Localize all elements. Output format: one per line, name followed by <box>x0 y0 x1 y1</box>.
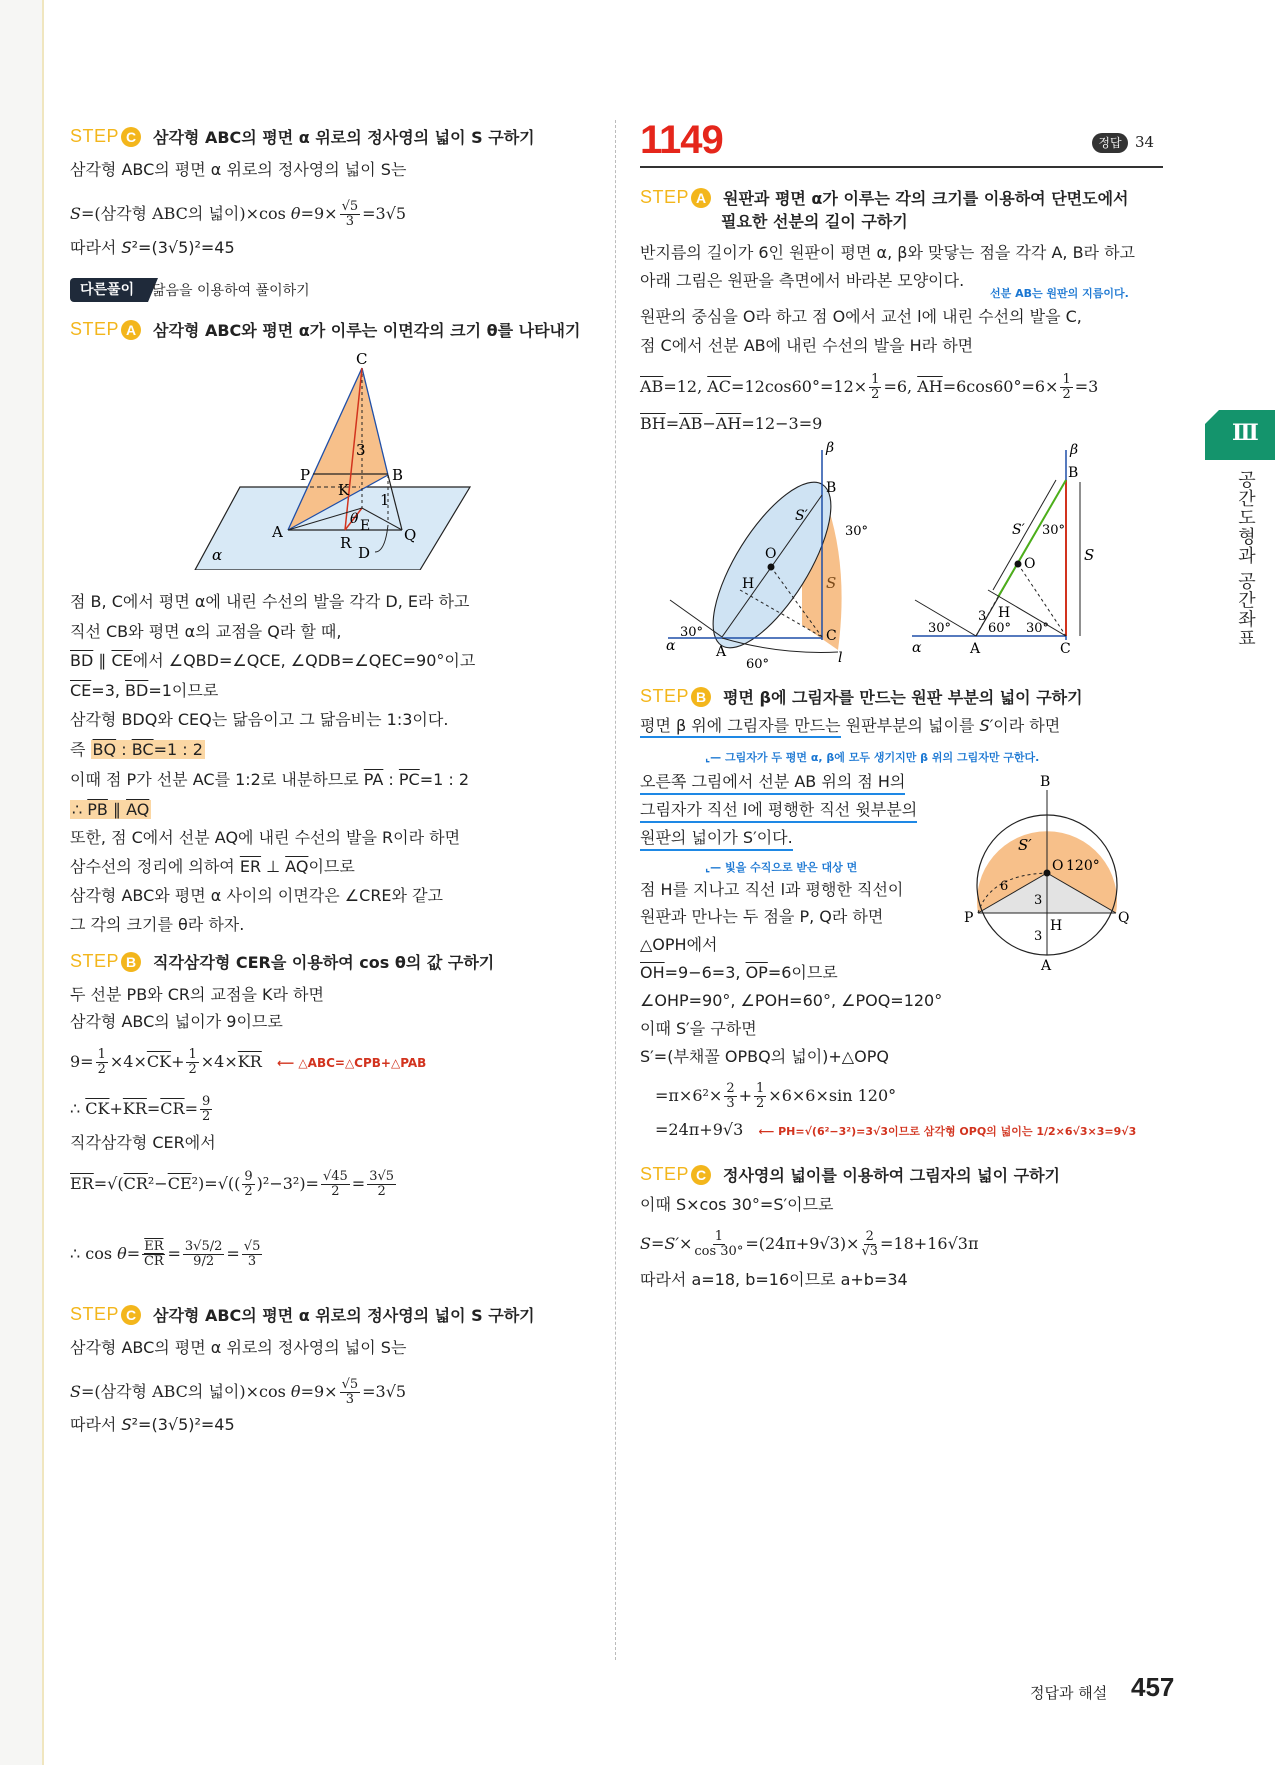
svg-text:O: O <box>1024 556 1036 572</box>
svg-text:D: D <box>358 544 371 562</box>
svg-text:30°: 30° <box>845 524 869 539</box>
text-line: ∴ $\overline{PB}$ ∥ $\overline{AQ}$ <box>72 800 150 819</box>
step-c-header-left <box>70 1303 535 1326</box>
step-title: 정사영의 넓이를 이용하여 그림자의 넓이 구하기 <box>723 1166 1060 1185</box>
svg-text:P: P <box>300 466 311 484</box>
triangle-area-note: PH=√(6²−3²)=3√3이므로 삼각형 OPQ의 넓이는 1/2×6√3×3=9√3 <box>778 1125 1137 1138</box>
problem-number: 1149 <box>640 118 723 162</box>
text-line: 반지름의 길이가 6인 원판이 평면 α, β와 맞닿는 점을 각각 A, B라 하고 <box>640 243 1136 262</box>
svg-text:60°: 60° <box>746 657 770 672</box>
svg-text:A: A <box>716 644 727 660</box>
pyramid-figure <box>180 340 480 570</box>
step-a-header-right <box>640 186 1129 209</box>
svg-text:H: H <box>1050 918 1063 934</box>
light-note: ⌞— 빛을 수직으로 받은 대상 면 <box>705 861 858 874</box>
svg-text:C: C <box>1060 641 1071 657</box>
text-line: $\overline{OH}=9-6=3$, $\overline{OP}=6$이므로 <box>640 963 838 982</box>
step-tag: STEP <box>70 319 120 339</box>
page-number: 457 <box>1131 1672 1175 1702</box>
cross-section-figure <box>900 440 1120 670</box>
text-line: S′=(부채꼴 OPBQ의 넓이)+△OPQ <box>640 1047 889 1066</box>
equation-line: 9= $\frac{1}{2}$ $\times 4\times\overline{CK}+$ $\frac{1}{2}$ $\times 4\times\overline{KR}$ ⟵ △ABC=△CPB+△PAB <box>70 1047 427 1077</box>
text-line: 그 각의 크기를 θ라 하자. <box>70 915 245 934</box>
text-line: 따라서 S²=(3√5)²=45 <box>70 1415 235 1434</box>
chapter-title: 공간도형과 공간좌표 <box>1235 470 1256 648</box>
equation-line: =π×6²× $\frac{2}{3}$ + $\frac{1}{2}$ ×6×6×sin 120° <box>655 1081 897 1111</box>
text-line: $\overline{BD}$ ∥ $\overline{CE}$에서 ∠QBD=∠QCE, ∠QDB=∠QEC=90°이고 <box>70 651 476 670</box>
svg-text:30°: 30° <box>1026 621 1050 636</box>
step-letter-badge: C <box>121 1305 141 1325</box>
equation-line: S=S′× $\frac{1}{\cos 30^\circ}$ =(24π+9√3)× $\frac{2}{√3}$ =18+16√3π <box>640 1229 979 1259</box>
step-letter-badge: A <box>121 320 141 340</box>
svg-text:S′: S′ <box>1018 836 1032 854</box>
text-line: 삼각형 ABC의 넓이가 9이므로 <box>70 1012 283 1031</box>
text-line: ∠OHP=90°, ∠POH=60°, ∠POQ=120° <box>640 991 943 1010</box>
equation-line: $\overline{ER}=√(\overline{CR}^2-\overline{CE}^2)=√$(( $\frac{9}{2}$ )²−3²)= $\frac{√45}{2}$ = $\frac{3√5}{2}$ <box>70 1169 395 1199</box>
svg-text:120°: 120° <box>1066 858 1100 874</box>
step-tag: STEP <box>70 1304 120 1324</box>
step-tag: STEP <box>70 951 120 971</box>
step-tag: STEP <box>640 686 690 706</box>
svg-text:O: O <box>765 546 777 562</box>
step-b-header-left <box>70 950 494 973</box>
svg-text:3: 3 <box>978 609 987 624</box>
svg-text:E: E <box>360 518 371 534</box>
svg-text:H: H <box>998 605 1011 621</box>
text-line: 삼각형 ABC의 평면 α 위로의 정사영의 넓이 S는 <box>70 160 407 179</box>
svg-text:1: 1 <box>380 491 390 509</box>
text-line: $\overline{CE}=3$, $\overline{BD}=1$이므로 <box>70 681 219 700</box>
equation-line: =24π+9√3 ⟵ PH=√(6²−3²)=3√3이므로 삼각형 OPQ의 넓이는 1/2×6√3×3=9√3 <box>655 1120 1137 1139</box>
step-tag: STEP <box>70 126 120 146</box>
step-letter-badge: C <box>121 127 141 147</box>
svg-text:β: β <box>1070 442 1079 458</box>
svg-text:B: B <box>392 466 404 484</box>
svg-text:K: K <box>338 481 350 499</box>
step-a-header-left <box>70 318 580 341</box>
text-line: 점 H를 지나고 직선 l과 평행한 직선이 <box>640 880 904 899</box>
light-note-text: 빛을 수직으로 받은 대상 면 <box>725 861 858 874</box>
step-c-header-top <box>70 125 535 148</box>
svg-text:30°: 30° <box>928 621 952 636</box>
diameter-note: 선분 AB는 원판의 지름이다. <box>990 287 1129 300</box>
svg-text:B: B <box>1068 465 1079 481</box>
svg-text:H: H <box>742 576 755 592</box>
svg-text:S: S <box>1084 546 1095 564</box>
step-tag: STEP <box>640 1164 690 1184</box>
svg-text:60°: 60° <box>988 621 1012 636</box>
text-line: 삼각형 ABC의 평면 α 위로의 정사영의 넓이 S는 <box>70 1338 407 1357</box>
text-line: 원판의 넓이가 S′이다. <box>640 828 793 851</box>
svg-text:α: α <box>666 638 676 654</box>
equation-line: ∴ cos θ= $\frac{\overline{ER}}{CR}$ = $\frac{3√5/2}{9/2}$ = $\frac{√5}{3}$ <box>70 1239 261 1269</box>
text-line: 평면 β 위에 그림자를 만드는 원판부분의 넓이를 S′이라 하면 <box>640 716 1060 736</box>
svg-text:Q: Q <box>1118 910 1130 926</box>
svg-text:B: B <box>1040 774 1051 790</box>
text-line: 점 B, C에서 평면 α에 내린 수선의 발을 각각 D, E라 하고 <box>70 592 470 611</box>
text-line: 또한, 점 C에서 선분 AQ에 내린 수선의 발을 R이라 하면 <box>70 828 461 847</box>
equation-line: ∴ $\overline{CK}+\overline{KR}=\overline{CR}=$ $\frac{9}{2}$ <box>70 1094 211 1124</box>
svg-text:S: S <box>826 574 837 592</box>
equation-line: S=(삼각형 ABC의 넓이)×cos θ=9× $\frac{√5}{3}$ =3√5 <box>70 1377 407 1407</box>
svg-text:3: 3 <box>1034 929 1043 944</box>
footer-label: 정답과 해설 <box>1030 1684 1108 1702</box>
equation-line: $\overline{BH}=\overline{AB}-\overline{AH}=12-3=9$ <box>640 414 823 433</box>
label-C: C <box>356 350 368 368</box>
text-line: 즉 $\overline{BQ}$ : $\overline{BC}=1$ : 2 <box>70 740 203 759</box>
svg-text:C: C <box>826 628 837 644</box>
gutter-line <box>42 0 44 1765</box>
disc-3d-figure <box>630 440 890 680</box>
svg-text:Q: Q <box>404 526 417 544</box>
text-line: 이때 S×cos 30°=S′이므로 <box>640 1195 834 1214</box>
step-c-header-right <box>640 1163 1060 1186</box>
step-title: 원판과 평면 α가 이루는 각의 크기를 이용하여 단면도에서 <box>723 189 1129 208</box>
svg-text:A: A <box>1041 958 1052 974</box>
svg-text:β: β <box>826 440 835 456</box>
step-title: 삼각형 ABC와 평면 α가 이루는 이면각의 크기 θ를 나타내기 <box>153 321 581 340</box>
text-line: 따라서 S²=(3√5)²=45 <box>70 238 235 257</box>
step-title: 평면 β에 그림자를 만드는 원판 부분의 넓이 구하기 <box>723 688 1083 707</box>
alt-solution-badge: 다른풀이 <box>70 278 148 302</box>
svg-text:S′: S′ <box>795 508 808 524</box>
svg-text:R: R <box>340 534 352 552</box>
alt-solution-text: 닮음을 이용하여 풀이하기 <box>152 283 310 299</box>
text-line: 따라서 a=18, b=16이므로 a+b=34 <box>640 1270 908 1289</box>
svg-text:A: A <box>970 641 981 657</box>
column-divider <box>615 120 616 1660</box>
svg-text:S′: S′ <box>1012 522 1025 538</box>
text-line: 삼각형 BDQ와 CEQ는 닮음이고 그 닮음비는 1:3이다. <box>70 710 449 729</box>
text-line: 두 선분 PB와 CR의 교점을 K라 하면 <box>70 985 324 1004</box>
step-letter-badge: B <box>121 952 141 972</box>
text-line: 오른쪽 그림에서 선분 AB 위의 점 H의 <box>640 772 905 795</box>
svg-text:θ: θ <box>350 511 359 527</box>
shadow-note-text: 그림자가 두 평면 α, β에 모두 생기지만 β 위의 그림자만 구한다. <box>725 751 1040 764</box>
svg-text:30°: 30° <box>1042 523 1066 538</box>
svg-text:O: O <box>1052 858 1064 874</box>
shadow-note: ⌞— 그림자가 두 평면 α, β에 모두 생기지만 β 위의 그림자만 구한다. <box>705 751 1040 764</box>
text-line: 이때 S′을 구하면 <box>640 1019 757 1038</box>
step-tag: STEP <box>640 187 690 207</box>
text-line: 직각삼각형 CER에서 <box>70 1133 216 1152</box>
svg-text:A: A <box>272 523 283 541</box>
text-line: 그림자가 직선 l에 평행한 직선 윗부분의 <box>640 800 917 823</box>
svg-text:P: P <box>964 910 974 926</box>
svg-text:30°: 30° <box>680 625 704 640</box>
svg-text:3: 3 <box>356 441 366 459</box>
svg-text:3: 3 <box>1034 893 1043 908</box>
area-note: △ABC=△CPB+△PAB <box>298 1056 427 1070</box>
step-title-line2: 필요한 선분의 길이 구하기 <box>721 212 908 231</box>
step-letter-badge: C <box>691 1165 711 1185</box>
text-line: 삼각형 ABC와 평면 α 사이의 이면각은 ∠CRE와 같고 <box>70 886 443 905</box>
answer-value: 34 <box>1135 133 1155 151</box>
text-line: △OPH에서 <box>640 935 718 954</box>
text-line: 아래 그림은 원판을 측면에서 바라본 모양이다. <box>640 271 965 290</box>
svg-text:l: l <box>838 650 843 666</box>
problem-rule <box>640 166 1163 168</box>
step-title: 삼각형 ABC의 평면 α 위로의 정사영의 넓이 S 구하기 <box>153 128 535 147</box>
text-line: 직선 CB와 평면 α의 교점을 Q라 할 때, <box>70 622 342 641</box>
svg-text:α: α <box>212 546 223 564</box>
step-letter-badge: A <box>691 188 711 208</box>
svg-text:6: 6 <box>1000 879 1009 894</box>
equation-line: $\overline{AB}=12$, $\overline{AC}=12\cos 60^\circ=12\times$ $\frac{1}{2}$ =6, $\overline{AH}=6\cos 60^\circ=6\times$ $\frac{1}{2}$ =3 <box>640 372 1099 402</box>
svg-text:α: α <box>912 640 922 656</box>
text-line: 원판의 중심을 O라 하고 점 O에서 교선 l에 내린 수선의 발을 C, <box>640 307 1082 326</box>
page-gutter <box>0 0 42 1765</box>
equation-line: S=(삼각형 ABC의 넓이)×cos θ=9× $\frac{√5}{3}$ =3√5 <box>70 199 407 229</box>
text-line: 이때 점 P가 선분 AC를 1:2로 내분하므로 $\overline{PA}$ : $\overline{PC}=1$ : 2 <box>70 770 470 789</box>
circle-figure <box>950 770 1150 980</box>
step-letter-badge: B <box>691 687 711 707</box>
step-title: 직각삼각형 CER을 이용하여 cos θ의 값 구하기 <box>153 953 495 972</box>
text-line: 점 C에서 선분 AB에 내린 수선의 발을 H라 하면 <box>640 336 974 355</box>
text-line: 원판과 만나는 두 점을 P, Q라 하면 <box>640 907 884 926</box>
chapter-numeral: Ⅲ <box>1232 420 1259 446</box>
answer-badge: 정답 <box>1092 133 1128 153</box>
svg-text:B: B <box>826 480 837 496</box>
text-line: 삼수선의 정리에 의하여 $\overline{ER}$ ⊥ $\overline{AQ}$이므로 <box>70 857 355 876</box>
step-title: 삼각형 ABC의 평면 α 위로의 정사영의 넓이 S 구하기 <box>153 1306 535 1325</box>
step-b-header-right <box>640 685 1083 708</box>
